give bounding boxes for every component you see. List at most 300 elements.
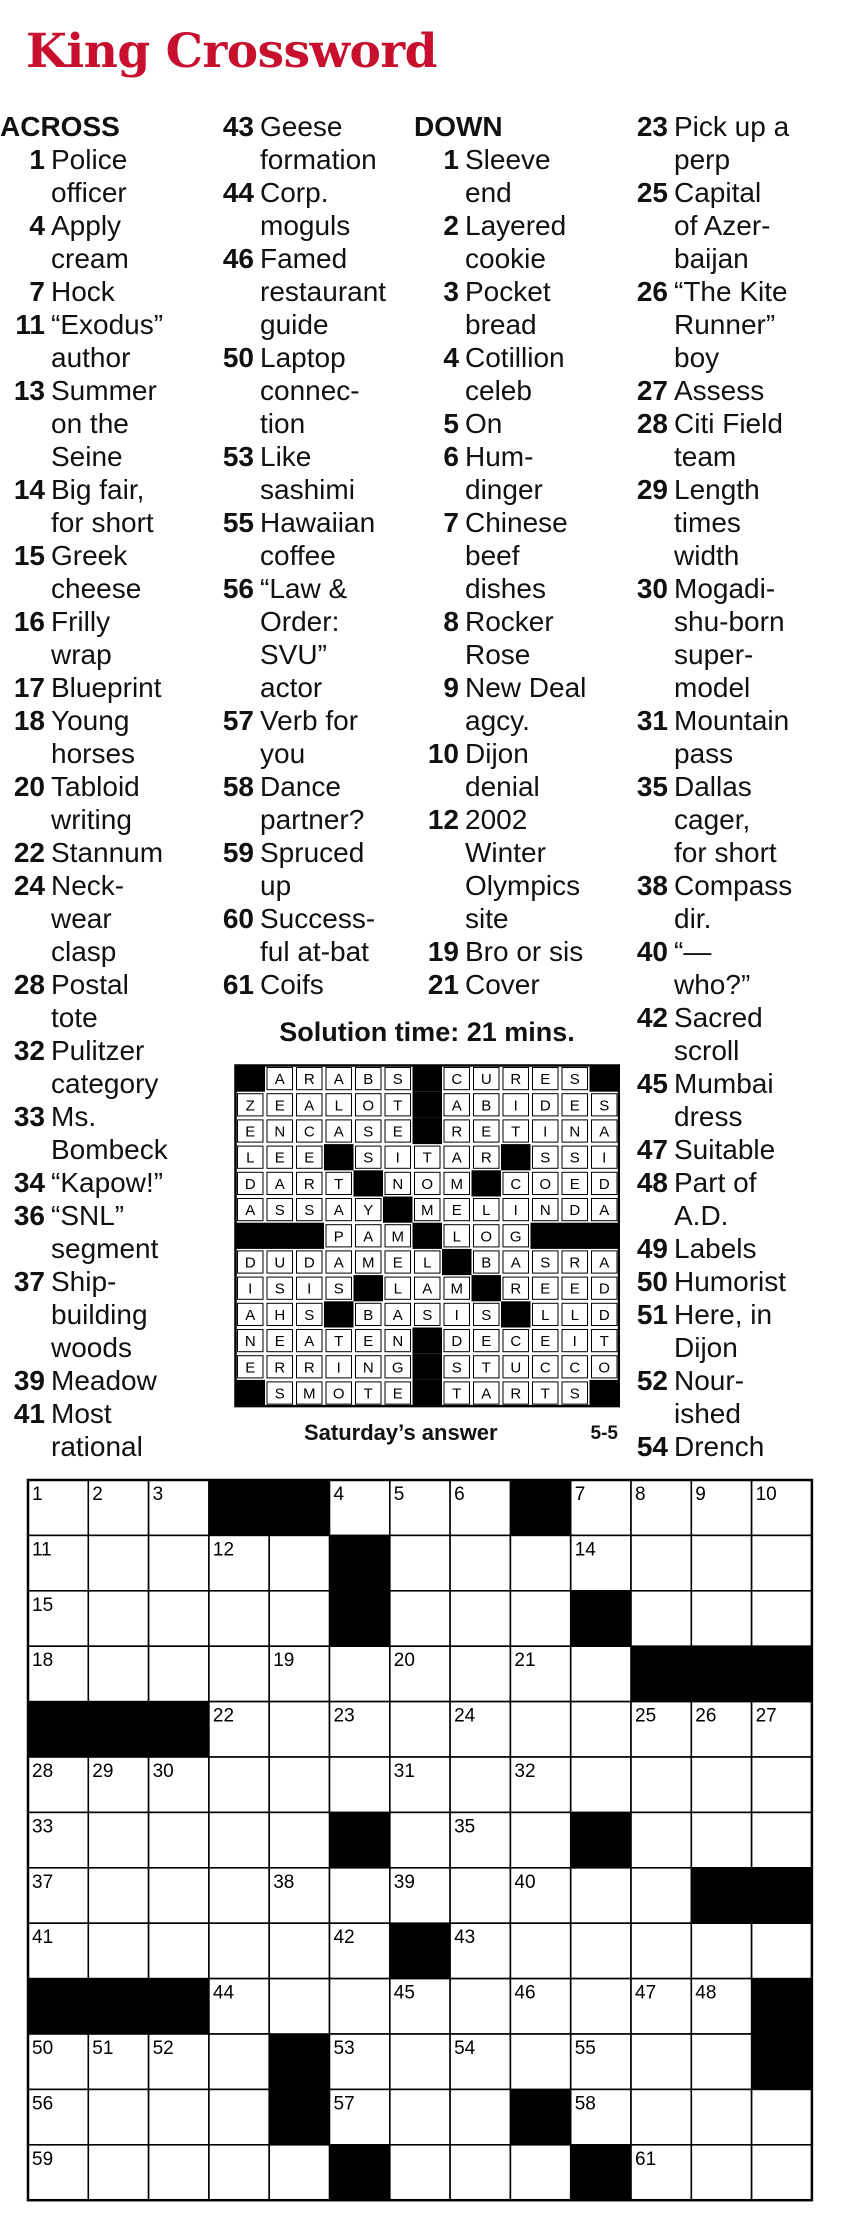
- grid-cell[interactable]: [510, 1702, 570, 1757]
- grid-cell[interactable]: [450, 1535, 510, 1590]
- grid-cell[interactable]: [571, 1646, 631, 1701]
- clue-number: 22: [13, 837, 45, 868]
- solution-letter: E: [569, 1280, 580, 1298]
- clue-number: 31: [636, 705, 668, 736]
- grid-cell[interactable]: [88, 1812, 148, 1867]
- grid-cell[interactable]: [631, 1591, 691, 1646]
- solution-letter: O: [539, 1175, 552, 1193]
- solution-letter: N: [392, 1175, 404, 1193]
- grid-cell[interactable]: [149, 1646, 209, 1701]
- across-clue-55: [209, 506, 434, 572]
- cell-number: 30: [152, 1761, 174, 1782]
- solution-block-cell: [324, 1144, 354, 1170]
- grid-cell[interactable]: [390, 2034, 450, 2089]
- across-clues-column-1: [0, 110, 232, 1463]
- grid-cell[interactable]: [510, 1923, 570, 1978]
- solution-letter: L: [334, 1097, 343, 1115]
- across-clue-60: [209, 902, 434, 968]
- cell-number: 20: [393, 1650, 415, 1672]
- across-clue-14: [0, 473, 232, 539]
- grid-cell[interactable]: [330, 1868, 390, 1923]
- across-clue-22: [0, 836, 232, 869]
- clue-text: 2002 Winter Olympics site: [465, 804, 581, 934]
- cell-number: 44: [212, 1982, 235, 2004]
- solution-letter: A: [304, 1333, 315, 1351]
- solution-letter: O: [480, 1228, 493, 1246]
- grid-cell[interactable]: [631, 2089, 691, 2144]
- clue-number: 46: [222, 243, 254, 274]
- down-heading: DOWN: [414, 111, 503, 142]
- grid-cell[interactable]: [330, 1646, 390, 1701]
- grid-cell[interactable]: [88, 2145, 148, 2200]
- grid-cell[interactable]: [571, 1979, 631, 2034]
- grid-cell[interactable]: [390, 1702, 450, 1757]
- clue-number: 55: [222, 507, 254, 538]
- grid-cell[interactable]: [450, 1868, 510, 1923]
- clue-text: Rocker Rose: [465, 606, 554, 670]
- cell-number: 48: [695, 1982, 717, 2004]
- solution-letter: E: [363, 1333, 374, 1351]
- across-clue-44: [209, 176, 434, 242]
- grid-cell[interactable]: [390, 1535, 450, 1590]
- clue-text: Big fair, for short: [51, 474, 154, 538]
- clue-number: 49: [636, 1233, 668, 1264]
- clue-number: 52: [636, 1365, 668, 1396]
- grid-cell[interactable]: [691, 2034, 751, 2089]
- clue-number: 2: [443, 210, 459, 241]
- clue-text: “Exodus” author: [51, 309, 164, 373]
- grid-cell[interactable]: [691, 2145, 751, 2200]
- clue-number: 50: [222, 342, 254, 373]
- grid-cell[interactable]: [209, 2145, 269, 2200]
- clue-text: Frilly wrap: [51, 606, 112, 670]
- solution-letter: G: [391, 1359, 404, 1377]
- cell-number: 34: [333, 1816, 355, 1838]
- solution-letter: R: [510, 1280, 522, 1298]
- across-clue-15: [0, 539, 232, 605]
- clue-text: Verb for you: [260, 705, 359, 769]
- solution-letter: I: [395, 1149, 400, 1167]
- clue-number: 23: [636, 111, 668, 142]
- down-clue-40: [623, 935, 861, 1001]
- grid-cell[interactable]: [88, 1868, 148, 1923]
- clue-number: 59: [222, 837, 254, 868]
- clue-text: Drench: [674, 1431, 765, 1462]
- grid-cell[interactable]: [450, 1757, 510, 1812]
- grid-cell[interactable]: [330, 1757, 390, 1812]
- solution-letter: A: [510, 1254, 521, 1272]
- clue-number: 32: [13, 1035, 45, 1066]
- across-clue-53: [209, 440, 434, 506]
- solution-letter: I: [602, 1149, 607, 1167]
- grid-cell[interactable]: [209, 1812, 269, 1867]
- clue-number: 16: [13, 606, 45, 637]
- solution-letter: L: [452, 1228, 461, 1246]
- down-clue-27: [623, 374, 861, 407]
- clue-number: 41: [13, 1398, 45, 1429]
- clue-number: 51: [636, 1299, 668, 1330]
- grid-cell[interactable]: [269, 1979, 329, 2034]
- solution-letter: E: [245, 1123, 256, 1141]
- clue-number: 43: [222, 111, 254, 142]
- cell-number: 11: [32, 1539, 52, 1561]
- grid-cell[interactable]: [631, 1923, 691, 1978]
- solution-letter: T: [511, 1123, 521, 1141]
- cell-number: 22: [212, 1705, 235, 1727]
- down-clues-column-2: [623, 110, 861, 1463]
- clue-number: 28: [13, 969, 45, 1000]
- solution-letter: B: [481, 1097, 492, 1115]
- across-clue-46: [209, 242, 434, 341]
- solution-letter: L: [246, 1149, 255, 1167]
- clue-number: 56: [222, 573, 254, 604]
- grid-cell[interactable]: [510, 1812, 570, 1867]
- grid-cell[interactable]: [269, 1812, 329, 1867]
- grid-cell[interactable]: [209, 2089, 269, 2144]
- solution-letter: S: [304, 1202, 315, 1220]
- solution-letter: E: [274, 1333, 285, 1351]
- clue-number: 17: [13, 672, 45, 703]
- clue-number: 40: [636, 936, 668, 967]
- solution-block-cell: [501, 1144, 531, 1170]
- grid-block-cell: [752, 2034, 812, 2089]
- grid-cell[interactable]: [269, 1535, 329, 1590]
- solution-letter: N: [539, 1202, 551, 1220]
- solution-block-cell: [413, 1380, 443, 1406]
- cell-number: 15: [32, 1594, 54, 1616]
- solution-letter: N: [244, 1333, 256, 1351]
- solution-letter: R: [510, 1071, 522, 1089]
- clue-number: 37: [13, 1266, 45, 1297]
- solution-letter: A: [363, 1228, 374, 1246]
- solution-letter: B: [363, 1071, 374, 1089]
- grid-cell[interactable]: [209, 1923, 269, 1978]
- grid-cell[interactable]: [209, 1646, 269, 1701]
- clue-text: New Deal agcy.: [465, 672, 587, 736]
- solution-letter: S: [274, 1202, 285, 1220]
- solution-letter: A: [481, 1385, 492, 1403]
- clue-text: Hawaiian coffee: [260, 507, 376, 571]
- clue-text: Laptop connec- tion: [260, 342, 360, 439]
- solution-letter: S: [569, 1149, 580, 1167]
- cell-number: 28: [32, 1761, 54, 1782]
- solution-letter: T: [481, 1359, 491, 1377]
- solution-block-cell: [501, 1301, 531, 1327]
- cell-number: 57: [333, 2093, 355, 2115]
- grid-cell[interactable]: [752, 1535, 812, 1590]
- solution-letter: L: [541, 1306, 550, 1324]
- clue-text: Labels: [674, 1233, 757, 1264]
- grid-cell[interactable]: [450, 2145, 510, 2200]
- cell-number: 32: [514, 1761, 536, 1782]
- cell-number: 43: [454, 1927, 476, 1949]
- cell-number: 18: [32, 1650, 54, 1672]
- cell-number: 55: [574, 2038, 596, 2059]
- grid-cell[interactable]: [450, 1591, 510, 1646]
- solution-letter: A: [245, 1202, 256, 1220]
- cell-number: 14: [574, 1539, 596, 1561]
- grid-cell[interactable]: [691, 2089, 751, 2144]
- clue-text: Dallas cager, for short: [674, 771, 777, 868]
- cell-number: 9: [695, 1484, 706, 1505]
- down-clue-48: [623, 1166, 861, 1232]
- solution-block-cell: [413, 1223, 443, 1249]
- clue-text: Part of A.D.: [674, 1167, 757, 1231]
- grid-cell[interactable]: [209, 1868, 269, 1923]
- grid-cell[interactable]: [88, 1535, 148, 1590]
- clue-number: 42: [636, 1002, 668, 1033]
- grid-cell[interactable]: [390, 1812, 450, 1867]
- grid-cell[interactable]: [450, 2089, 510, 2144]
- solution-letter: G: [509, 1228, 522, 1246]
- solution-letter: B: [363, 1306, 374, 1324]
- solution-block-cell: [236, 1066, 266, 1092]
- solution-caption-label: Saturday’s answer: [304, 1420, 498, 1445]
- solution-letter: S: [274, 1385, 285, 1403]
- page-title: King Crossword: [26, 24, 437, 79]
- solution-letter: O: [421, 1175, 434, 1193]
- grid-cell[interactable]: [571, 1923, 631, 1978]
- grid-cell[interactable]: [691, 1812, 751, 1867]
- grid-cell[interactable]: [691, 1757, 751, 1812]
- across-clues-column-2: [209, 110, 434, 1001]
- grid-cell[interactable]: [209, 1757, 269, 1812]
- crossword-grid[interactable]: [26, 1478, 836, 2203]
- clue-text: Humorist: [674, 1266, 787, 1297]
- grid-cell[interactable]: [390, 1591, 450, 1646]
- clue-text: Meadow: [51, 1365, 157, 1396]
- grid-cell[interactable]: [149, 2145, 209, 2200]
- solution-letter: I: [572, 1333, 577, 1351]
- solution-letter: T: [540, 1385, 550, 1403]
- grid-cell[interactable]: [88, 1923, 148, 1978]
- cell-number: 36: [574, 1816, 596, 1838]
- grid-cell[interactable]: [571, 1868, 631, 1923]
- grid-cell[interactable]: [149, 1868, 209, 1923]
- clue-number: 48: [636, 1167, 668, 1198]
- grid-block-cell: [691, 1868, 751, 1923]
- grid-cell[interactable]: [510, 2145, 570, 2200]
- grid-cell[interactable]: [149, 1591, 209, 1646]
- solution-letter: E: [569, 1097, 580, 1115]
- clue-number: 28: [636, 408, 668, 439]
- grid-cell[interactable]: [631, 2034, 691, 2089]
- down-clue-45: [623, 1067, 861, 1133]
- clue-number: 4: [29, 210, 45, 241]
- grid-cell[interactable]: [691, 1591, 751, 1646]
- clue-text: On: [465, 408, 503, 439]
- solution-letter: O: [362, 1097, 375, 1115]
- solution-letter: M: [421, 1202, 434, 1220]
- grid-cell[interactable]: [752, 1757, 812, 1812]
- grid-cell[interactable]: [209, 1591, 269, 1646]
- cell-number: 53: [333, 2038, 355, 2059]
- cell-number: 51: [92, 2038, 114, 2059]
- grid-cell[interactable]: [631, 1812, 691, 1867]
- grid-cell[interactable]: [269, 2145, 329, 2200]
- clue-text: Pocket bread: [465, 276, 551, 340]
- grid-cell[interactable]: [752, 2089, 812, 2144]
- clue-text: Cotillion celeb: [465, 342, 565, 406]
- cell-number: 2: [92, 1484, 103, 1505]
- solution-letter: C: [510, 1333, 522, 1351]
- solution-letter: N: [392, 1333, 404, 1351]
- solution-letter: E: [540, 1280, 551, 1298]
- grid-cell[interactable]: [269, 1591, 329, 1646]
- solution-letter: I: [454, 1306, 459, 1324]
- clue-number: 14: [13, 474, 45, 505]
- solution-time-heading: Solution time: 21 mins.: [279, 1017, 575, 1047]
- solution-letter: E: [481, 1333, 492, 1351]
- grid-cell[interactable]: [88, 1646, 148, 1701]
- down-clue-52: [623, 1364, 861, 1430]
- solution-block-cell: [413, 1092, 443, 1118]
- grid-cell[interactable]: [510, 2034, 570, 2089]
- down-clue-51: [623, 1298, 861, 1364]
- grid-cell[interactable]: [269, 1702, 329, 1757]
- grid-block-cell: [269, 1480, 329, 1535]
- grid-cell[interactable]: [631, 1757, 691, 1812]
- solution-letter: E: [245, 1359, 256, 1377]
- solution-letter: T: [452, 1385, 462, 1403]
- clue-number: 47: [636, 1134, 668, 1165]
- solution-block-cell: [236, 1380, 266, 1406]
- solution-letter: A: [422, 1280, 433, 1298]
- solution-letter: N: [569, 1123, 581, 1141]
- grid-cell[interactable]: [691, 1923, 751, 1978]
- clue-text: Length times width: [674, 474, 760, 571]
- grid-block-cell: [149, 1702, 209, 1757]
- solution-block-cell: [383, 1197, 413, 1223]
- grid-cell[interactable]: [752, 1812, 812, 1867]
- solution-letter: S: [392, 1071, 403, 1089]
- solution-letter: E: [540, 1071, 551, 1089]
- down-clue-7: [414, 506, 646, 605]
- clue-number: 9: [443, 672, 459, 703]
- solution-letter: A: [245, 1306, 256, 1324]
- grid-cell[interactable]: [269, 1923, 329, 1978]
- grid-cell[interactable]: [510, 1535, 570, 1590]
- solution-letter: N: [362, 1359, 374, 1377]
- grid-cell[interactable]: [631, 1868, 691, 1923]
- solution-letter: A: [599, 1254, 610, 1272]
- solution-letter: R: [480, 1149, 492, 1167]
- solution-letter: A: [304, 1097, 315, 1115]
- cell-number: 8: [635, 1484, 646, 1505]
- solution-letter: S: [304, 1306, 315, 1324]
- clue-number: 1: [443, 144, 459, 175]
- clue-text: Young horses: [51, 705, 136, 769]
- grid-cell[interactable]: [450, 1979, 510, 2034]
- grid-cell[interactable]: [269, 1757, 329, 1812]
- cell-number: 49: [755, 1982, 777, 2004]
- clue-number: 44: [222, 177, 254, 208]
- solution-letter: M: [391, 1228, 404, 1246]
- solution-letter: S: [451, 1359, 462, 1377]
- down-clue-12: [414, 803, 646, 935]
- grid-cell[interactable]: [149, 1923, 209, 1978]
- grid-cell[interactable]: [390, 2089, 450, 2144]
- grid-cell[interactable]: [149, 1535, 209, 1590]
- across-clue-24: [0, 869, 232, 968]
- solution-letter: T: [422, 1149, 432, 1167]
- grid-cell[interactable]: [631, 1535, 691, 1590]
- cell-number: 46: [514, 1982, 536, 2004]
- grid-cell[interactable]: [510, 1591, 570, 1646]
- solution-letter: Z: [245, 1097, 255, 1115]
- clue-text: Pulitzer category: [51, 1035, 159, 1099]
- grid-cell[interactable]: [330, 1979, 390, 2034]
- clue-number: 3: [443, 276, 459, 307]
- clue-number: 15: [13, 540, 45, 571]
- clue-number: 33: [13, 1101, 45, 1132]
- clue-text: Greek cheese: [51, 540, 142, 604]
- grid-cell[interactable]: [149, 1812, 209, 1867]
- clue-text: Ms. Bombeck: [51, 1101, 168, 1165]
- grid-cell[interactable]: [88, 2089, 148, 2144]
- down-clue-19: [414, 935, 646, 968]
- solution-letter: C: [569, 1359, 581, 1377]
- solution-letter: A: [333, 1123, 344, 1141]
- down-clue-21: [414, 968, 646, 1001]
- solution-letter: L: [423, 1254, 432, 1272]
- solution-letter: L: [482, 1202, 491, 1220]
- cell-number: 13: [333, 1539, 355, 1561]
- solution-letter: S: [422, 1306, 433, 1324]
- grid-cell[interactable]: [209, 2034, 269, 2089]
- solution-letter: E: [451, 1202, 462, 1220]
- down-clue-23: [623, 110, 861, 176]
- grid-block-cell: [28, 1702, 88, 1757]
- grid-cell[interactable]: [149, 2089, 209, 2144]
- across-clue-13: [0, 374, 232, 473]
- grid-cell[interactable]: [390, 2145, 450, 2200]
- solution-letter: D: [598, 1175, 610, 1193]
- across-clue-20: [0, 770, 232, 836]
- across-clue-57: [209, 704, 434, 770]
- cell-number: 41: [32, 1927, 54, 1949]
- grid-cell[interactable]: [571, 1702, 631, 1757]
- clue-text: Chinese beef dishes: [465, 507, 568, 604]
- grid-cell[interactable]: [752, 1923, 812, 1978]
- solution-letter: A: [274, 1071, 285, 1089]
- grid-cell[interactable]: [752, 1591, 812, 1646]
- solution-letter: D: [244, 1254, 256, 1272]
- across-clue-41: [0, 1397, 232, 1463]
- solution-letter: I: [336, 1359, 341, 1377]
- down-clue-6: [414, 440, 646, 506]
- solution-letter: Y: [363, 1202, 374, 1220]
- cell-number: 21: [514, 1650, 536, 1672]
- clue-text: Spruced up: [260, 837, 365, 901]
- solution-letter: A: [333, 1202, 344, 1220]
- across-clue-39: [0, 1364, 232, 1397]
- grid-cell[interactable]: [752, 2145, 812, 2200]
- grid-cell[interactable]: [691, 1535, 751, 1590]
- grid-cell[interactable]: [571, 1757, 631, 1812]
- grid-cell[interactable]: [450, 1646, 510, 1701]
- solution-letter: A: [333, 1254, 344, 1272]
- clue-text: Like sashimi: [260, 441, 355, 505]
- solution-letter: B: [481, 1254, 492, 1272]
- solution-letter: L: [570, 1306, 579, 1324]
- solution-letter: O: [332, 1385, 345, 1403]
- clue-text: Geese formation: [260, 111, 377, 175]
- grid-cell[interactable]: [88, 1591, 148, 1646]
- solution-letter: N: [274, 1123, 286, 1141]
- cell-number: 5: [393, 1484, 405, 1505]
- grid-block-cell: [631, 1646, 691, 1701]
